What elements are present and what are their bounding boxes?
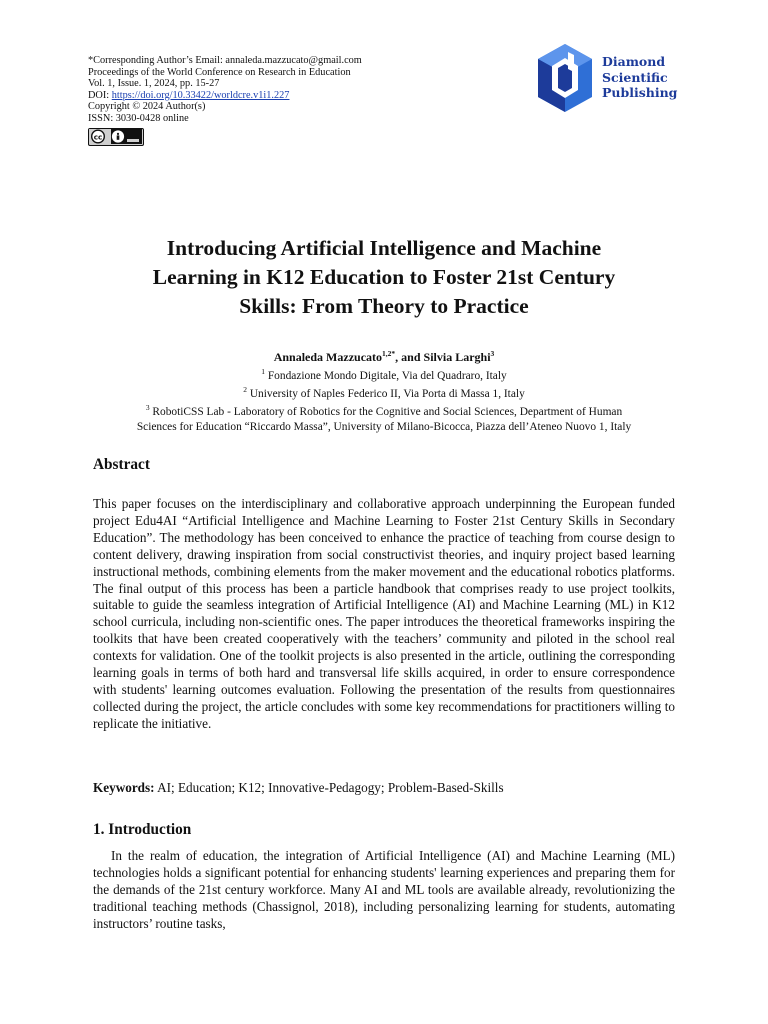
author-joiner: , and [395, 350, 424, 364]
abstract-body: This paper focuses on the interdisciplinary and collaborative approach underpinning the European funded project Edu4AI “Artificial Intelligence and Machine Learning to Foster 21st Century Skills in Secondary Education”. The methodology has been conceived to enhance the practice of teaching from course design to content delivery, drawing inspiration from social constructivist theories, and inquiry project based learning instructional methods, combining elements from the maker movement and the educational robotics platforms. The final output of this process has been a particle handbook that comprises ready to use project toolkits, suitable to guide the seamless integration of Artificial Intelligence (AI) and Machine Learning (ML) in K12 school curricula, including non-scientific ones. The paper introduces the theoretical frameworks inspiring the toolkits that have been created cooperatively with the teachers’ community and piloted in the school real contexts for validation. One of the toolkit projects is also presented in the article, outlining the corresponding learning goals in terms of both hard and transversal life skills acquired, in order to ensure correspondence with students' learning outcomes evaluation. Following the presentation of the results from questionnaires collected during the project, the article concludes with some key recommendations for practitioners willing to replicate the initiative. [93, 496, 675, 731]
diamond-logo-icon [534, 42, 596, 114]
publisher-line-3: Publishing [602, 85, 678, 100]
keywords-values: AI; Education; K12; Innovative-Pedagogy; Problem-Based-Skills [154, 780, 504, 795]
affiliation-2: $^2$ University of Naples Federico II, Via Porta di Massa 1, Italy [243, 384, 525, 400]
affiliation-3: $^3$ RobotiCSS Lab - Laboratory of Robotics for the Cognitive and Social Sciences, Department of Human [145, 403, 623, 419]
introduction-heading: 1. Introduction [93, 821, 192, 838]
doi-line [88, 90, 362, 102]
title-line-3: Skills: From Theory to Practice [239, 294, 529, 318]
doi-prefix: DOI: [88, 89, 112, 101]
corresponding-email: *Corresponding Author’s Email: annaleda.mazzucato@gmail.com [88, 55, 362, 66]
title-line-2: Learning in K12 Education to Foster 21st Century [152, 265, 616, 289]
proceedings-name: Proceedings of the World Conference on Research in Education [88, 66, 351, 78]
author-names [60, 347, 708, 365]
author-2: Silvia Larghi [423, 350, 491, 364]
abstract-heading: Abstract [93, 456, 150, 473]
title-line-1: Introducing Artificial Intelligence and Machine [166, 236, 602, 260]
article-metadata [88, 55, 362, 146]
paper-title [60, 234, 708, 321]
affiliation-1: $^1$ Fondazione Mondo Digitale, Via del Quadraro, Italy [261, 366, 507, 382]
keywords [93, 780, 675, 797]
author-1: Annaleda Mazzucato [273, 350, 383, 364]
copyright: Copyright © 2024 Author(s) [88, 101, 206, 113]
keywords-label: Keywords: [93, 780, 155, 795]
svg-text:cc: cc [93, 132, 103, 142]
affiliation-3-cont: Sciences for Education “Riccardo Massa”, University of Milano-Bicocca, Piazza dell’Ateneo Nuovo 1, Italy [136, 420, 632, 433]
author-2-sup: 3 [490, 349, 495, 358]
publisher-name [602, 54, 677, 101]
publisher-logo [534, 42, 684, 114]
author-1-sup: 1,2* [382, 349, 396, 358]
issn: ISSN: 3030-0428 online [88, 112, 189, 124]
author-block [60, 347, 708, 434]
cc-by-icon[interactable] [88, 128, 144, 146]
volume-info: Vol. 1, Issue. 1, 2024, pp. 15-27 [88, 78, 220, 90]
doi-link[interactable]: https://doi.org/10.33422/worldcre.v1i1.227 [111, 89, 290, 101]
publisher-line-1: Diamond [602, 54, 666, 69]
publisher-line-2: Scientific [602, 69, 668, 85]
introduction-body: In the realm of education, the integration of Artificial Intelligence (AI) and Machine Learning (ML) technologies holds a significant potential for enhancing students' learning experiences and preparing them for the demands of the 21st century workforce. Many AI and ML tools are available already, revolutionizing the traditional teaching methods (Chassignol, 2018), including personalizing learning for students, automating instructors’ routine tasks, [93, 848, 675, 931]
